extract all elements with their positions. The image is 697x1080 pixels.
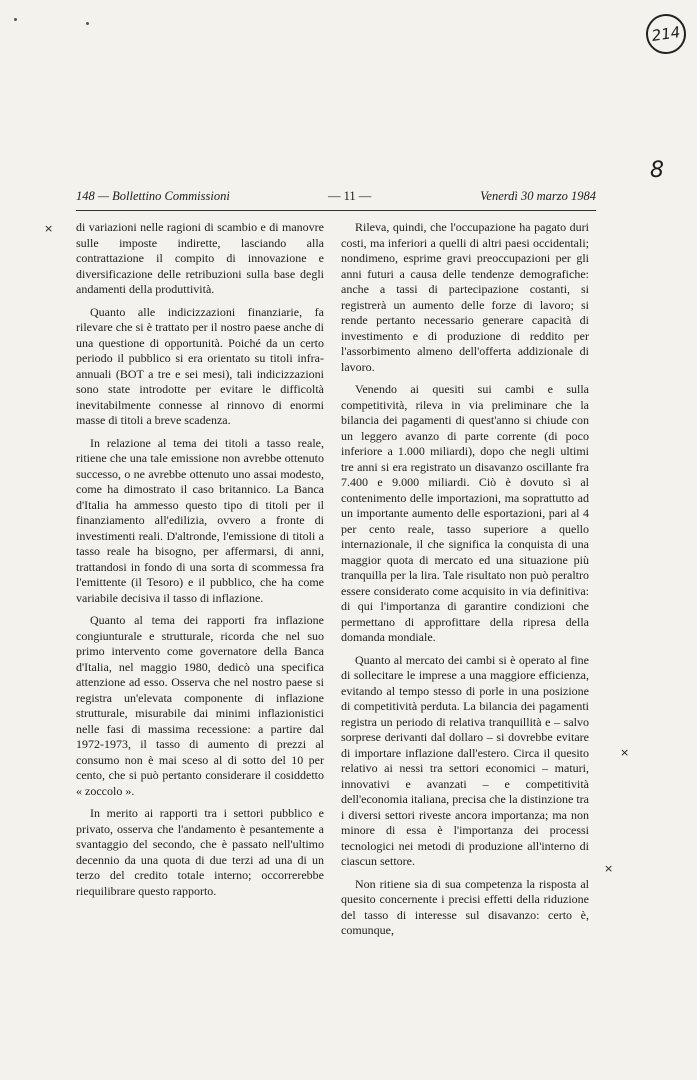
paragraph: In relazione al tema dei titoli a tasso reale, ritiene che una tale emissione non avrebbe ottenuto successo, o ne avrebbe ottenuto uno assai modesto, come ha dimostrato il caso britannico. La Banca d'Italia ha ammesso questo tipo di titoli per il finanziamento all'edilizia, ovvero a fronte di investimenti reali. D'altronde, l'emissione di titoli a tasso reale ha bisogno, per affermarsi, di anni, trattandosi in fondo di una sorta di scommessa fra l'emittente (il Tesoro) e il pubblico, che ha come variabile decisiva il tasso di inflazione. [76,435,324,605]
right-column [341,220,589,946]
paragraph: Venendo ai quesiti sui cambi e sulla competitività, rileva in via preliminare che la bilancia dei pagamenti di quest'anno si chiude con un leggero avanzo di parte corrente (di poco inferiore a 1.000 miliardi), dopo che negli ultimi tre anni si era registrato un disavanzo oscillante fra 7.400 e 9.000 miliardi. Ciò è dovuto sì al contenimento delle importazioni, ma soprattutto ad un importante aumento delle esportazioni, pari al 4 per cento reale, tasso superiore a quello internazionale, il che significa la conquista di una maggior quota di mercato ed una situazione più tranquilla per la lira. Tale risultato non può peraltro essere considerato come acquisito in via definitiva: di qui l'importanza di garantire condizioni che permettano di approfittare della ripresa della domanda mondiale. [341,382,589,644]
header-publication: 148 — Bollettino Commissioni [76,189,230,203]
paragraph: Rileva, quindi, che l'occupazione ha pagato duri costi, ma inferiori a quelli di altri paesi occidentali; nondimeno, esprime gravi preoccupazioni per gli anni futuri a causa delle tendenze demografiche: anche a tassi di partecipazione costanti, si registrerà un aumento delle forze di lavoro; si rende pertanto necessario generare capacità di investimento e di produzione di reddito per l'assorbimento almeno dell'offerta addizionale di lavoro. [341,220,589,374]
paragraph: Non ritiene sia di sua competenza la risposta al quesito concernente i precisi effetti della riduzione del tasso di interesse sul disavanzo: certo è, comunque, [341,876,589,937]
margin-mark-right: × [604,862,614,875]
paragraph: di variazioni nelle ragioni di scambio e di manovre sulle imposte indirette, lasciando alla contrattazione il compito di innovazione e diversificazione delle retribuzioni sulla base degli andamenti della produttività. [76,220,324,296]
header-rule [76,210,596,211]
paragraph: Quanto al mercato dei cambi si è operato al fine di sollecitare le imprese a una maggiore efficienza, evitando al tempo stesso di porle in una posizione di competitività perduta. La bilancia dei pagamenti registra un periodo di relativa tranquillità e – salvo sorprese derivanti dal dollaro – si dovrebbe evitare di importare inflazione dall'estero. Circa il quesito relativo ai nessi tra settori economici – maturi, innovativi e avanzati – e competitività dell'economia italiana, precisa che la distinzione tra i diversi settori riveste ancora importanza; ma non minore di essa è l'importanza dei processi tecnologici nei metodi di produzione all'interno di ciascun settore. [341,652,589,868]
left-column [76,220,324,906]
margin-mark-left: × [44,222,54,235]
running-header [76,186,596,208]
handwritten-mark: 8 [650,158,664,183]
header-page-number: — 11 — [328,189,372,203]
header-date: Venerdì 30 marzo 1984 [480,189,596,203]
stamp-number: 214 [650,23,682,45]
paragraph: In merito ai rapporti tra i settori pubblico e privato, osserva che l'andamento è pesantemente a svantaggio del secondo, che è passato nell'ultimo decennio da una quota di due terzi ad una di un terzo del credito totale interno; occorrerebbe riequilibrare questo rapporto. [76,806,324,898]
paragraph: Quanto al tema dei rapporti fra inflazione congiunturale e strutturale, ricorda che nel suo primo intervento come governatore della Banca d'Italia, nel maggio 1980, dedicò una specifica attenzione ad esso. Osserva che nel nostro paese si registra un'elevata componente di inflazione strutturale, misurabile dai minimi inflazionistici nelle fasi di massima recessione: a partire dal 1972-1973, il tasso di aumento di prezzi al consumo non è mai sceso al di sotto del 10 per cento, che si può pertanto considerare il cosiddetto « zoccolo ». [76,613,324,798]
paragraph: Quanto alle indicizzazioni finanziarie, fa rilevare che si è trattato per il nostro paese anche di una questione di opportunità. Poiché da un certo periodo il pubblico si era orientato su titoli infra-annuali (BOT a tre e sei mesi), tali indicizzazioni sono state introdotte per evitare le difficoltà inevitabilmente connesse al rinnovo di enormi masse di titoli a breve scadenza. [76,304,324,427]
margin-mark-right: × [620,746,630,759]
scan-speck [14,18,17,21]
page-number-stamp [643,11,688,56]
scan-speck [86,22,89,25]
